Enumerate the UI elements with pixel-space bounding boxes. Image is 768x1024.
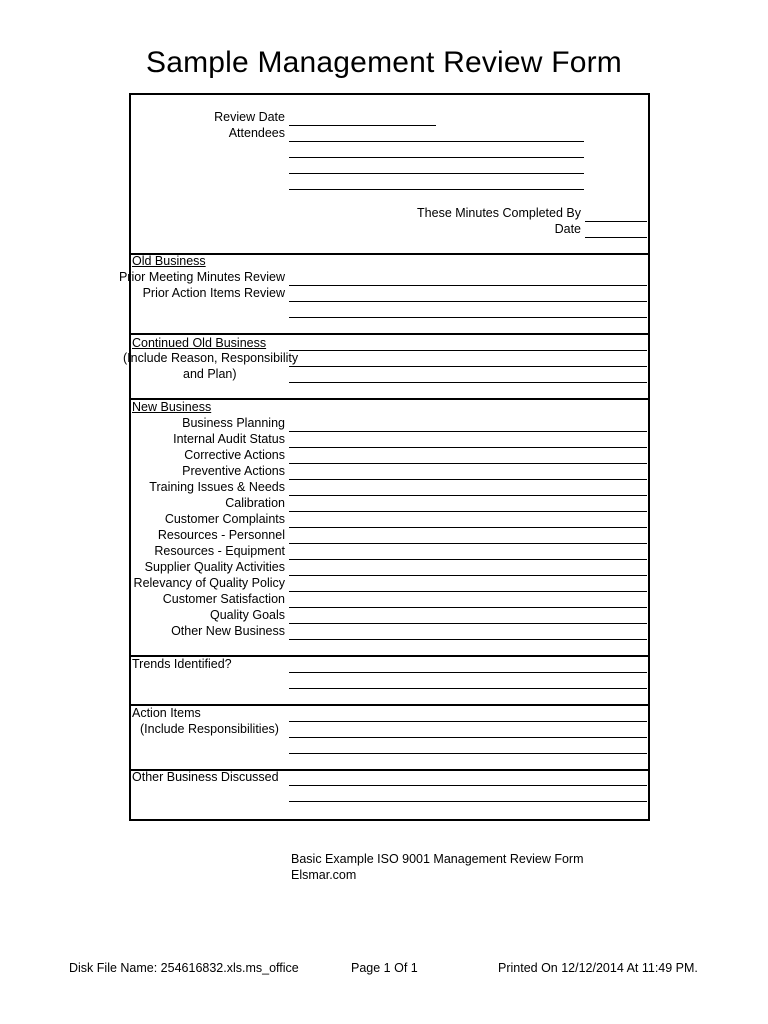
prior-action-items-field[interactable] [289,317,647,318]
date-label: Date [554,222,581,236]
review-date-field[interactable] [289,125,436,126]
new-business-item-field[interactable] [289,559,647,560]
new-business-item-field[interactable] [289,511,647,512]
new-business-item-label: Relevancy of Quality Policy [133,576,285,590]
attendees-field[interactable] [289,173,584,174]
section-divider [129,704,648,706]
continued-old-business-field[interactable] [289,350,647,351]
new-business-item-field[interactable] [289,623,647,624]
minutes-completed-by-label: These Minutes Completed By [417,206,581,220]
new-business-item-label: Internal Audit Status [173,432,285,446]
section-divider [129,333,648,335]
action-items-note: (Include Responsibilities) [140,722,279,736]
attendees-field[interactable] [289,141,584,142]
new-business-item-label: Business Planning [182,416,285,430]
old-business-heading: Old Business [132,254,206,268]
caption-line1: Basic Example ISO 9001 Management Review Form [291,852,584,866]
other-business-field[interactable] [289,801,647,802]
attendees-field[interactable] [289,157,584,158]
prior-action-items-field[interactable] [289,301,647,302]
action-items-field[interactable] [289,721,647,722]
other-business-field[interactable] [289,785,647,786]
action-items-field[interactable] [289,737,647,738]
page-title: Sample Management Review Form [146,46,622,79]
attendees-label: Attendees [228,126,285,140]
new-business-item-label: Calibration [225,496,285,510]
prior-action-items-label: Prior Action Items Review [142,286,285,300]
printed-on: Printed On 12/12/2014 At 11:49 PM. [498,961,698,975]
attendees-field[interactable] [289,189,584,190]
new-business-item-label: Customer Satisfaction [162,592,285,606]
trends-field[interactable] [289,688,647,689]
new-business-item-label: Preventive Actions [182,464,285,478]
new-business-heading: New Business [132,400,212,414]
continued-note-line2: and Plan) [183,367,237,381]
new-business-item-field[interactable] [289,527,647,528]
new-business-item-label: Other New Business [171,624,285,638]
other-business-heading: Other Business Discussed [132,770,279,784]
date-field[interactable] [585,237,647,238]
new-business-item-label: Corrective Actions [184,448,285,462]
action-items-heading: Action Items [132,706,201,720]
new-business-item-field[interactable] [289,447,647,448]
new-business-item-label: Quality Goals [209,608,285,622]
new-business-item-field[interactable] [289,591,647,592]
new-business-item-field[interactable] [289,639,647,640]
continued-old-business-heading: Continued Old Business [132,336,267,350]
new-business-item-field[interactable] [289,607,647,608]
trends-heading: Trends Identified? [132,657,232,671]
continued-old-business-field[interactable] [289,382,647,383]
new-business-item-label: Resources - Equipment [154,544,285,558]
continued-old-business-field[interactable] [289,366,647,367]
new-business-item-field[interactable] [289,479,647,480]
continued-note-line1: (Include Reason, Responsibility [123,351,299,365]
prior-meeting-minutes-label: Prior Meeting Minutes Review [118,270,285,284]
new-business-item-field[interactable] [289,543,647,544]
new-business-item-field[interactable] [289,431,647,432]
prior-meeting-minutes-field[interactable] [289,285,647,286]
page-number: Page 1 Of 1 [351,961,418,975]
section-divider [129,253,648,255]
trends-field[interactable] [289,672,647,673]
disk-file-name: Disk File Name: 254616832.xls.ms_office [69,961,299,975]
new-business-item-field[interactable] [289,575,647,576]
new-business-item-field[interactable] [289,463,647,464]
new-business-item-label: Customer Complaints [164,512,285,526]
new-business-item-label: Supplier Quality Activities [144,560,285,574]
new-business-item-label: Resources - Personnel [157,528,285,542]
new-business-item-field[interactable] [289,495,647,496]
action-items-field[interactable] [289,753,647,754]
minutes-completed-by-field[interactable] [585,221,647,222]
review-date-label: Review Date [214,110,285,124]
caption-line2: Elsmar.com [291,868,357,882]
new-business-item-label: Training Issues & Needs [149,480,285,494]
